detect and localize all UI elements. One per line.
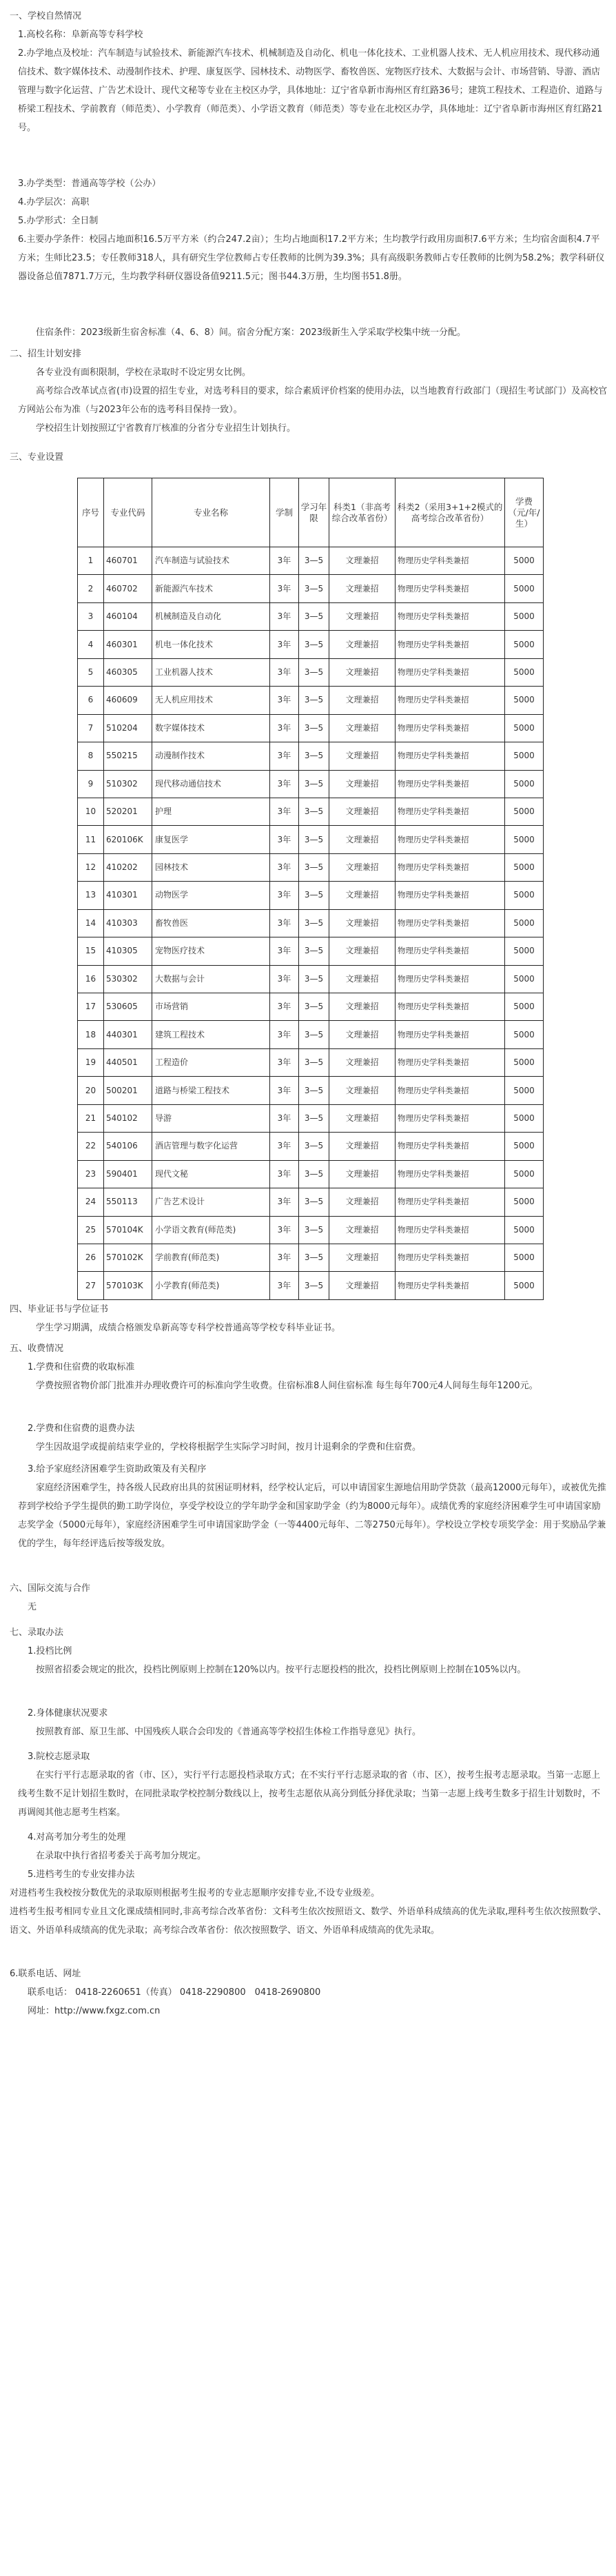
housing-conditions: 住宿条件：2023级新生宿舍标准（4、6、8）间。宿舍分配方案：2023级新生入学采取学校集中统一分配。 bbox=[36, 327, 466, 338]
admission-paragraph-2: 按照教育部、原卫生部、中国残疾人联合会印发的《普通高等学校招生体检工作指导意见》执行。 bbox=[36, 1727, 422, 1737]
cell-years: 3—5 bbox=[299, 1048, 329, 1076]
admission-paragraph-1: 按照省招委会规定的批次，投档比例原则上控制在120%以内。按平行志愿投档的批次，投档比例原则上控制在105%以内。 bbox=[36, 1665, 526, 1675]
cell-subj2: 物理历史学科类兼招 bbox=[396, 1021, 505, 1048]
cell-years: 3—5 bbox=[299, 853, 329, 881]
cell-no: 12 bbox=[78, 853, 104, 881]
table-row bbox=[78, 826, 544, 853]
header-subject-2: 科类2（采用3+1+2模式的高考综合改革省份） bbox=[396, 478, 505, 547]
cell-subj2: 物理历史学科类兼招 bbox=[396, 826, 505, 853]
cell-code: 410301 bbox=[104, 882, 152, 909]
cell-subj2: 物理历史学科类兼招 bbox=[396, 1216, 505, 1244]
section-4-title: 四、毕业证书与学位证书 bbox=[10, 1304, 109, 1315]
cell-name: 数字媒体技术 bbox=[152, 714, 270, 742]
cell-subj1: 文理兼招 bbox=[329, 742, 396, 770]
cell-name: 机电一体化技术 bbox=[152, 631, 270, 658]
cell-subj1: 文理兼招 bbox=[329, 1188, 396, 1216]
cell-years: 3—5 bbox=[299, 993, 329, 1021]
cell-fee: 5000 bbox=[505, 853, 544, 881]
cell-name: 新能源汽车技术 bbox=[152, 575, 270, 602]
table-row bbox=[78, 687, 544, 714]
plan-paragraph-1: 各专业没有面积限制，学校在录取时不设定男女比例。 bbox=[36, 367, 251, 378]
certificate-paragraph: 学生学习期满，成绩合格颁发阜新高等专科学校普通高等学校专科毕业证书。 bbox=[36, 1323, 341, 1333]
school-location: 2.办学地点及校址：汽车制造与试验技术、新能源汽车技术、机械制造及自动化、机电一体化技术、工业机器人技术、无人机应用技术、现代移动通信技术、数字媒体技术、动漫制作技术、护理、康复医学、园林技术、动物医学、畜牧兽医、宠物医疗技术、大数据与会计、市场营销、导游、酒店管理与数字化运营、广告艺术设计、现代文秘等专业在主校区办学，具体地址：辽宁省阜新市海州区育红路36号；建筑工程技术、工程造价、道路与桥梁工程技术、学前教育（师范类）、小学教育（师范类）、小学语文教育（师范类）等专业在北校区办学，具体地址：辽宁省阜新市海州区育红路21号。 bbox=[18, 48, 603, 133]
cell-no: 19 bbox=[78, 1048, 104, 1076]
cell-fee: 5000 bbox=[505, 687, 544, 714]
cell-years: 3—5 bbox=[299, 1272, 329, 1300]
cell-name: 学前教育(师范类) bbox=[152, 1244, 270, 1271]
cell-no: 25 bbox=[78, 1216, 104, 1244]
cell-years: 3—5 bbox=[299, 798, 329, 825]
cell-fee: 5000 bbox=[505, 1133, 544, 1160]
school-conditions: 6.主要办学条件：校园占地面积16.5万平方米（约合247.2亩）；生均占地面积17.2平方米；生均教学行政用房面积7.6平方米；生均宿舍面积4.7平方米；生师比23.5；专任教师318人，具有研究生学位教师占专任教师的比例为39.3%；具有高级职务教师占专任教师的比例为58.2%；教学科研仪器设备总值7871.7万元，生均教学科研仪器设备值9211.5元；图书44.3万册，生均图书51.8册。 bbox=[18, 234, 605, 282]
cell-years: 3—5 bbox=[299, 1133, 329, 1160]
cell-fee: 5000 bbox=[505, 1048, 544, 1076]
admission-heading-1: 1.投档比例 bbox=[28, 1646, 72, 1656]
cell-subj2: 物理历史学科类兼招 bbox=[396, 631, 505, 658]
cell-name: 园林技术 bbox=[152, 853, 270, 881]
cell-no: 16 bbox=[78, 965, 104, 993]
cell-subj2: 物理历史学科类兼招 bbox=[396, 714, 505, 742]
cell-subj1: 文理兼招 bbox=[329, 1048, 396, 1076]
cell-subj1: 文理兼招 bbox=[329, 547, 396, 575]
section-7-title: 七、录取办法 bbox=[10, 1627, 64, 1638]
cell-code: 460301 bbox=[104, 631, 152, 658]
cell-name: 动物医学 bbox=[152, 882, 270, 909]
cell-no: 26 bbox=[78, 1244, 104, 1271]
cell-years: 3—5 bbox=[299, 1188, 329, 1216]
table-row bbox=[78, 714, 544, 742]
cell-no: 14 bbox=[78, 909, 104, 937]
cell-subj1: 文理兼招 bbox=[329, 1021, 396, 1048]
table-row bbox=[78, 602, 544, 630]
cell-name: 广告艺术设计 bbox=[152, 1188, 270, 1216]
cell-subj2: 物理历史学科类兼招 bbox=[396, 1077, 505, 1104]
cell-name: 小学语文教育(师范类) bbox=[152, 1216, 270, 1244]
cell-system: 3年 bbox=[270, 1021, 299, 1048]
cell-name: 导游 bbox=[152, 1104, 270, 1132]
cell-subj2: 物理历史学科类兼招 bbox=[396, 742, 505, 770]
admission-heading-3: 3.院校志愿录取 bbox=[28, 1752, 90, 1762]
cell-system: 3年 bbox=[270, 770, 299, 798]
cell-name: 动漫制作技术 bbox=[152, 742, 270, 770]
cell-name: 小学教育(师范类) bbox=[152, 1272, 270, 1300]
cell-system: 3年 bbox=[270, 1133, 299, 1160]
cell-system: 3年 bbox=[270, 658, 299, 686]
cell-no: 27 bbox=[78, 1272, 104, 1300]
cell-subj2: 物理历史学科类兼招 bbox=[396, 1160, 505, 1188]
section-2-title: 二、招生计划安排 bbox=[10, 349, 82, 359]
cell-no: 4 bbox=[78, 631, 104, 658]
table-row bbox=[78, 770, 544, 798]
cell-subj1: 文理兼招 bbox=[329, 909, 396, 937]
plan-paragraph-2: 高考综合改革试点省(市)设置的招生专业，对选考科目的要求，综合素质评价档案的使用办法，以当地教育行政部门（现招生考试部门）及高校官方网站公布为准（与2023年公布的选考科目保持一致）。 bbox=[18, 386, 608, 415]
admission-paragraph-3: 在实行平行志愿录取的省（市、区），实行平行志愿投档录取方式；在不实行平行志愿录取的省（市、区），按考生报考志愿录取。当第一志愿上线考生数不足计划招生数时，在同批录取学校控制分数线以上，按考生志愿依从高分到低分择优录取；当第一志愿上线考生数多于招生计划数时，不再调阅其他志愿考生档案。 bbox=[18, 1770, 601, 1818]
cell-code: 410305 bbox=[104, 937, 152, 965]
cell-no: 17 bbox=[78, 993, 104, 1021]
cell-years: 3—5 bbox=[299, 770, 329, 798]
header-code: 专业代码 bbox=[104, 478, 152, 547]
fee-heading-2: 2.学费和住宿费的退费办法 bbox=[28, 1423, 135, 1434]
major-table bbox=[77, 478, 544, 1300]
cell-fee: 5000 bbox=[505, 798, 544, 825]
cell-name: 宠物医疗技术 bbox=[152, 937, 270, 965]
cell-years: 3—5 bbox=[299, 937, 329, 965]
cell-code: 460702 bbox=[104, 575, 152, 602]
fee-paragraph-1: 学费按照省物价部门批准并办理收费许可的标准向学生收费。住宿标准8人间住宿标准 每生每年700元4人间每生每年1200元。 bbox=[36, 1381, 538, 1391]
cell-name: 畜牧兽医 bbox=[152, 909, 270, 937]
cell-years: 3—5 bbox=[299, 547, 329, 575]
cell-subj1: 文理兼招 bbox=[329, 1104, 396, 1132]
cell-no: 7 bbox=[78, 714, 104, 742]
cell-system: 3年 bbox=[270, 1272, 299, 1300]
cell-years: 3—5 bbox=[299, 631, 329, 658]
cell-subj1: 文理兼招 bbox=[329, 770, 396, 798]
cell-no: 2 bbox=[78, 575, 104, 602]
cell-system: 3年 bbox=[270, 631, 299, 658]
cell-name: 康复医学 bbox=[152, 826, 270, 853]
cell-no: 13 bbox=[78, 882, 104, 909]
cell-code: 550215 bbox=[104, 742, 152, 770]
cell-code: 590401 bbox=[104, 1160, 152, 1188]
fee-heading-3: 3.给予家庭经济困难学生资助政策及有关程序 bbox=[28, 1464, 207, 1474]
cell-fee: 5000 bbox=[505, 770, 544, 798]
cell-code: 410303 bbox=[104, 909, 152, 937]
cell-system: 3年 bbox=[270, 993, 299, 1021]
cell-subj2: 物理历史学科类兼招 bbox=[396, 770, 505, 798]
school-level: 4.办学层次：高职 bbox=[18, 197, 90, 207]
cell-name: 建筑工程技术 bbox=[152, 1021, 270, 1048]
fee-heading-1: 1.学费和住宿费的收取标准 bbox=[28, 1362, 135, 1372]
cell-subj2: 物理历史学科类兼招 bbox=[396, 1104, 505, 1132]
admission-paragraph-6: 进档考生报考相同专业且文化课成绩相同时,非高考综合改革省份：文科考生依次按照语文、数学、外语单科成绩高的优先录取,理科考生依次按照数学、语文、外语单科成绩高的优先录取；高考综合改革省份：依次按照数学、语文、外语单科成绩高的优先录取。 bbox=[10, 1907, 607, 1936]
cell-years: 3—5 bbox=[299, 1216, 329, 1244]
cell-fee: 5000 bbox=[505, 882, 544, 909]
section-1-title: 一、学校自然情况 bbox=[10, 11, 82, 21]
cell-code: 510302 bbox=[104, 770, 152, 798]
cell-code: 440501 bbox=[104, 1048, 152, 1076]
cell-subj1: 文理兼招 bbox=[329, 602, 396, 630]
cell-subj1: 文理兼招 bbox=[329, 1160, 396, 1188]
section-5-title: 五、收费情况 bbox=[10, 1343, 64, 1354]
plan-paragraph-3: 学校招生计划按照辽宁省教育厅核准的分省分专业招生计划执行。 bbox=[36, 423, 296, 434]
cell-code: 500201 bbox=[104, 1077, 152, 1104]
cell-fee: 5000 bbox=[505, 965, 544, 993]
cell-fee: 5000 bbox=[505, 1021, 544, 1048]
contact-website[interactable] bbox=[28, 2002, 608, 2020]
cell-fee: 5000 bbox=[505, 993, 544, 1021]
cell-subj2: 物理历史学科类兼招 bbox=[396, 853, 505, 881]
cell-system: 3年 bbox=[270, 1216, 299, 1244]
cell-code: 550113 bbox=[104, 1188, 152, 1216]
cell-fee: 5000 bbox=[505, 909, 544, 937]
cell-no: 22 bbox=[78, 1133, 104, 1160]
cell-years: 3—5 bbox=[299, 1021, 329, 1048]
cell-years: 3—5 bbox=[299, 1160, 329, 1188]
cell-system: 3年 bbox=[270, 853, 299, 881]
table-row bbox=[78, 853, 544, 881]
header-no: 序号 bbox=[78, 478, 104, 547]
cell-code: 410202 bbox=[104, 853, 152, 881]
cell-name: 机械制造及自动化 bbox=[152, 602, 270, 630]
school-name: 1.高校名称：阜新高等专科学校 bbox=[18, 30, 143, 40]
cell-name: 汽车制造与试验技术 bbox=[152, 547, 270, 575]
cell-system: 3年 bbox=[270, 937, 299, 965]
cell-name: 现代文秘 bbox=[152, 1160, 270, 1188]
table-row bbox=[78, 1077, 544, 1104]
cell-no: 6 bbox=[78, 687, 104, 714]
section-3-title: 三、专业设置 bbox=[10, 452, 64, 463]
cell-code: 530302 bbox=[104, 965, 152, 993]
major-table-header bbox=[78, 478, 544, 547]
cell-subj2: 物理历史学科类兼招 bbox=[396, 965, 505, 993]
table-row bbox=[78, 1216, 544, 1244]
table-row bbox=[78, 658, 544, 686]
header-fee: 学费（元/年/生） bbox=[505, 478, 544, 547]
cell-fee: 5000 bbox=[505, 1077, 544, 1104]
cell-code: 510204 bbox=[104, 714, 152, 742]
cell-no: 18 bbox=[78, 1021, 104, 1048]
cell-subj2: 物理历史学科类兼招 bbox=[396, 798, 505, 825]
cell-code: 530605 bbox=[104, 993, 152, 1021]
admission-paragraph-4: 在录取中执行省招考委关于高考加分规定。 bbox=[36, 1851, 207, 1861]
table-row bbox=[78, 1021, 544, 1048]
cell-system: 3年 bbox=[270, 1104, 299, 1132]
cell-no: 20 bbox=[78, 1077, 104, 1104]
cell-name: 工业机器人技术 bbox=[152, 658, 270, 686]
cell-code: 520201 bbox=[104, 798, 152, 825]
cell-subj2: 物理历史学科类兼招 bbox=[396, 909, 505, 937]
cell-name: 市场营销 bbox=[152, 993, 270, 1021]
cell-fee: 5000 bbox=[505, 742, 544, 770]
cell-subj2: 物理历史学科类兼招 bbox=[396, 1272, 505, 1300]
cell-system: 3年 bbox=[270, 714, 299, 742]
table-row bbox=[78, 882, 544, 909]
cell-subj2: 物理历史学科类兼招 bbox=[396, 882, 505, 909]
cell-subj1: 文理兼招 bbox=[329, 1133, 396, 1160]
cell-subj2: 物理历史学科类兼招 bbox=[396, 547, 505, 575]
cell-fee: 5000 bbox=[505, 658, 544, 686]
cell-years: 3—5 bbox=[299, 882, 329, 909]
cell-years: 3—5 bbox=[299, 575, 329, 602]
table-row bbox=[78, 631, 544, 658]
cell-subj1: 文理兼招 bbox=[329, 1244, 396, 1271]
cell-subj1: 文理兼招 bbox=[329, 631, 396, 658]
cell-subj1: 文理兼招 bbox=[329, 798, 396, 825]
cell-subj2: 物理历史学科类兼招 bbox=[396, 993, 505, 1021]
cell-system: 3年 bbox=[270, 1244, 299, 1271]
cell-subj2: 物理历史学科类兼招 bbox=[396, 575, 505, 602]
cell-fee: 5000 bbox=[505, 826, 544, 853]
cell-no: 15 bbox=[78, 937, 104, 965]
cell-code: 570104K bbox=[104, 1216, 152, 1244]
cell-code: 460305 bbox=[104, 658, 152, 686]
cell-subj1: 文理兼招 bbox=[329, 937, 396, 965]
cell-no: 5 bbox=[78, 658, 104, 686]
cell-code: 460609 bbox=[104, 687, 152, 714]
cell-no: 24 bbox=[78, 1188, 104, 1216]
cell-system: 3年 bbox=[270, 826, 299, 853]
cell-system: 3年 bbox=[270, 909, 299, 937]
table-row bbox=[78, 575, 544, 602]
cell-years: 3—5 bbox=[299, 714, 329, 742]
cell-system: 3年 bbox=[270, 882, 299, 909]
table-row bbox=[78, 937, 544, 965]
cell-fee: 5000 bbox=[505, 1188, 544, 1216]
cell-no: 8 bbox=[78, 742, 104, 770]
cell-fee: 5000 bbox=[505, 547, 544, 575]
cell-name: 酒店管理与数字化运营 bbox=[152, 1133, 270, 1160]
cell-subj1: 文理兼招 bbox=[329, 714, 396, 742]
table-row bbox=[78, 798, 544, 825]
cell-system: 3年 bbox=[270, 742, 299, 770]
cell-no: 1 bbox=[78, 547, 104, 575]
cell-years: 3—5 bbox=[299, 965, 329, 993]
school-form: 5.办学形式：全日制 bbox=[18, 216, 99, 226]
table-row bbox=[78, 1160, 544, 1188]
cell-subj1: 文理兼招 bbox=[329, 882, 396, 909]
cell-fee: 5000 bbox=[505, 1160, 544, 1188]
cell-subj1: 文理兼招 bbox=[329, 826, 396, 853]
cell-fee: 5000 bbox=[505, 1272, 544, 1300]
cell-years: 3—5 bbox=[299, 602, 329, 630]
cell-subj1: 文理兼招 bbox=[329, 575, 396, 602]
cell-years: 3—5 bbox=[299, 687, 329, 714]
cell-fee: 5000 bbox=[505, 714, 544, 742]
cell-subj2: 物理历史学科类兼招 bbox=[396, 1244, 505, 1271]
cell-system: 3年 bbox=[270, 602, 299, 630]
cell-years: 3—5 bbox=[299, 658, 329, 686]
cell-code: 440301 bbox=[104, 1021, 152, 1048]
table-row bbox=[78, 1048, 544, 1076]
cell-name: 现代移动通信技术 bbox=[152, 770, 270, 798]
cell-code: 620106K bbox=[104, 826, 152, 853]
table-row bbox=[78, 1188, 544, 1216]
contact-phone: 联系电话： 0418-2260651（传真） 0418-2290800 0418-2690800 bbox=[28, 1987, 321, 1998]
cell-system: 3年 bbox=[270, 1188, 299, 1216]
cell-subj2: 物理历史学科类兼招 bbox=[396, 1048, 505, 1076]
cell-years: 3—5 bbox=[299, 1077, 329, 1104]
cell-no: 3 bbox=[78, 602, 104, 630]
website-link[interactable]: 网址：http://www.fxgz.com.cn bbox=[28, 2006, 161, 2016]
cell-subj1: 文理兼招 bbox=[329, 1272, 396, 1300]
table-row bbox=[78, 909, 544, 937]
cell-name: 道路与桥梁工程技术 bbox=[152, 1077, 270, 1104]
major-table-body bbox=[78, 547, 544, 1300]
school-type: 3.办学类型：普通高等学校（公办） bbox=[18, 179, 161, 189]
cell-fee: 5000 bbox=[505, 602, 544, 630]
cell-fee: 5000 bbox=[505, 1244, 544, 1271]
admission-heading-4: 4.对高考加分考生的处理 bbox=[28, 1832, 126, 1843]
header-name: 专业名称 bbox=[152, 478, 270, 547]
cell-name: 护理 bbox=[152, 798, 270, 825]
cell-years: 3—5 bbox=[299, 1244, 329, 1271]
cell-subj1: 文理兼招 bbox=[329, 965, 396, 993]
cell-system: 3年 bbox=[270, 798, 299, 825]
exchange-paragraph: 无 bbox=[28, 1602, 37, 1612]
table-row bbox=[78, 1244, 544, 1271]
cell-fee: 5000 bbox=[505, 575, 544, 602]
cell-no: 11 bbox=[78, 826, 104, 853]
cell-code: 540102 bbox=[104, 1104, 152, 1132]
cell-no: 10 bbox=[78, 798, 104, 825]
cell-subj1: 文理兼招 bbox=[329, 658, 396, 686]
header-system: 学制 bbox=[270, 478, 299, 547]
cell-subj2: 物理历史学科类兼招 bbox=[396, 1188, 505, 1216]
cell-code: 540106 bbox=[104, 1133, 152, 1160]
cell-subj1: 文理兼招 bbox=[329, 853, 396, 881]
cell-name: 工程造价 bbox=[152, 1048, 270, 1076]
cell-subj1: 文理兼招 bbox=[329, 993, 396, 1021]
cell-name: 大数据与会计 bbox=[152, 965, 270, 993]
cell-code: 460701 bbox=[104, 547, 152, 575]
fee-paragraph-2: 学生因故退学或提前结束学业的，学校将根据学生实际学习时间，按月计退剩余的学费和住宿费。 bbox=[36, 1442, 422, 1452]
admission-paragraph-5: 对进档考生我校按分数优先的录取原则根据考生报考的专业志愿顺序安排专业,不设专业级差。 bbox=[10, 1888, 380, 1898]
cell-no: 21 bbox=[78, 1104, 104, 1132]
cell-no: 23 bbox=[78, 1160, 104, 1188]
cell-subj2: 物理历史学科类兼招 bbox=[396, 602, 505, 630]
cell-system: 3年 bbox=[270, 1048, 299, 1076]
cell-system: 3年 bbox=[270, 687, 299, 714]
cell-no: 9 bbox=[78, 770, 104, 798]
fee-paragraph-3: 家庭经济困难学生，持各级人民政府出具的贫困证明材料，经学校认定后，可以申请国家生源地信用助学贷款（最高12000元每年），或被优先推荐到学校给予学生提供的勤工助学岗位，享受学校设立的学年助学金和国家助学金（约为8000元每年）。成绩优秀的家庭经济困难学生可申请国家励志奖学金（5000元每年），家庭经济困难学生可申请国家助学金（一等4400元每年、二等2750元每年）。学校设立学校专项奖学金：用于奖励品学兼优的学生，每年经评选后按等级发放。 bbox=[18, 1483, 606, 1549]
table-row bbox=[78, 547, 544, 575]
section-6-title: 六、国际交流与合作 bbox=[10, 1583, 91, 1594]
admission-heading-2: 2.身体健康状况要求 bbox=[28, 1708, 108, 1718]
cell-subj1: 文理兼招 bbox=[329, 1077, 396, 1104]
table-row bbox=[78, 993, 544, 1021]
cell-fee: 5000 bbox=[505, 1216, 544, 1244]
cell-code: 570102K bbox=[104, 1244, 152, 1271]
cell-name: 无人机应用技术 bbox=[152, 687, 270, 714]
cell-code: 460104 bbox=[104, 602, 152, 630]
cell-years: 3—5 bbox=[299, 909, 329, 937]
admission-heading-5: 5.进档考生的专业安排办法 bbox=[28, 1869, 135, 1880]
cell-years: 3—5 bbox=[299, 1104, 329, 1132]
cell-system: 3年 bbox=[270, 1160, 299, 1188]
cell-code: 570103K bbox=[104, 1272, 152, 1300]
cell-subj1: 文理兼招 bbox=[329, 687, 396, 714]
cell-years: 3—5 bbox=[299, 742, 329, 770]
cell-subj2: 物理历史学科类兼招 bbox=[396, 1133, 505, 1160]
table-row bbox=[78, 742, 544, 770]
cell-fee: 5000 bbox=[505, 1104, 544, 1132]
cell-subj2: 物理历史学科类兼招 bbox=[396, 937, 505, 965]
table-row bbox=[78, 1104, 544, 1132]
contact-title: 6.联系电话、网址 bbox=[10, 1969, 81, 1979]
cell-subj2: 物理历史学科类兼招 bbox=[396, 687, 505, 714]
cell-system: 3年 bbox=[270, 547, 299, 575]
cell-fee: 5000 bbox=[505, 937, 544, 965]
header-subject-1: 科类1（非高考综合改革省份） bbox=[329, 478, 396, 547]
table-row bbox=[78, 1272, 544, 1300]
header-years: 学习年限 bbox=[299, 478, 329, 547]
cell-subj2: 物理历史学科类兼招 bbox=[396, 658, 505, 686]
cell-system: 3年 bbox=[270, 1077, 299, 1104]
cell-subj1: 文理兼招 bbox=[329, 1216, 396, 1244]
cell-system: 3年 bbox=[270, 965, 299, 993]
table-row bbox=[78, 965, 544, 993]
cell-years: 3—5 bbox=[299, 826, 329, 853]
table-row bbox=[78, 1133, 544, 1160]
cell-system: 3年 bbox=[270, 575, 299, 602]
cell-fee: 5000 bbox=[505, 631, 544, 658]
